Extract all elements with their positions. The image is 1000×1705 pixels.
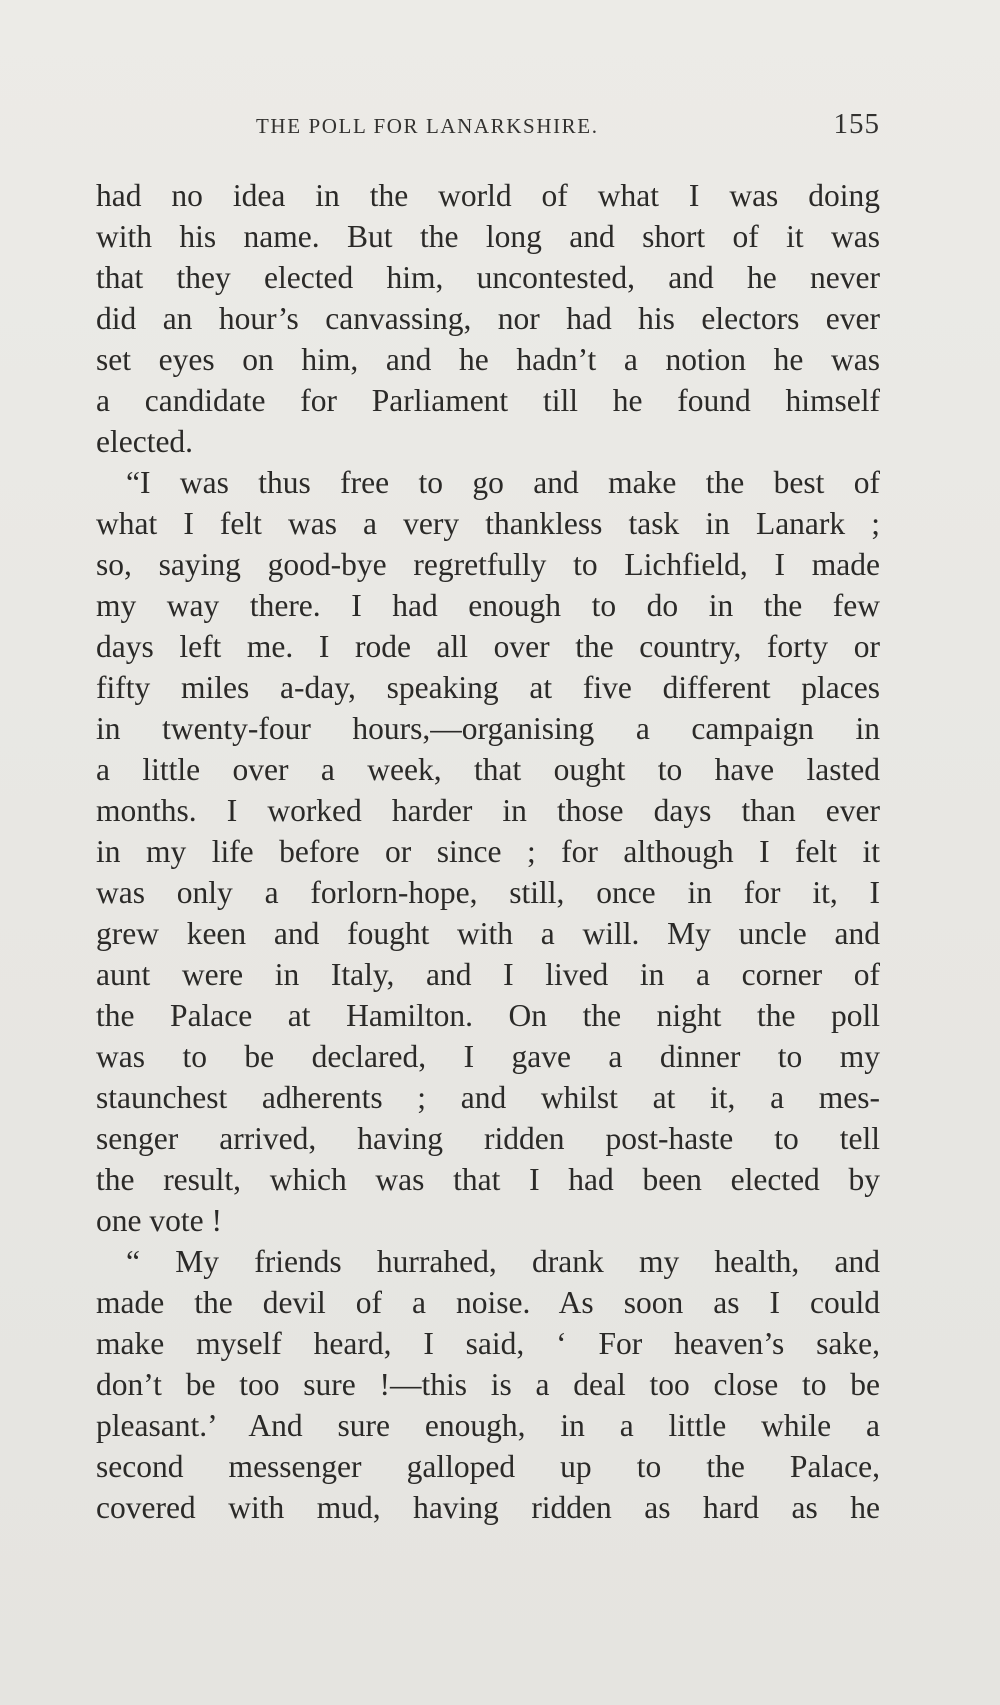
text-line: aunt were in Italy, and I lived in a corner of [96,957,880,992]
text-line: what I felt was a very thankless task in Lanark ; [96,506,880,541]
text-line: a candidate for Parliament till he found himself [96,383,880,418]
text-line: a little over a week, that ought to have lasted [96,752,880,787]
text-line: did an hour’s canvassing, nor had his electors ever [96,301,880,336]
text-line: set eyes on him, and he hadn’t a notion he was [96,342,880,377]
text-line: in twenty-four hours,—organising a campaign in [96,711,880,746]
running-head [96,108,880,148]
body-text [96,175,880,1528]
text-line: with his name. But the long and short of it was [96,219,880,254]
text-line: “I was thus free to go and make the best of [126,465,880,500]
text-line: second messenger galloped up to the Palace, [96,1449,880,1484]
text-line: had no idea in the world of what I was doing [96,178,880,213]
text-line: grew keen and fought with a will. My uncle and [96,916,880,951]
text-line: make myself heard, I said, ‘ For heaven’s sake, [96,1326,880,1361]
text-line: made the devil of a noise. As soon as I could [96,1285,880,1320]
text-line: elected. [96,424,194,459]
text-line: covered with mud, having ridden as hard as he [96,1490,880,1525]
text-line: staunchest adherents ; and whilst at it, a mes- [96,1080,880,1115]
text-line: “ My friends hurrahed, drank my health, and [126,1244,880,1279]
text-line: days left me. I rode all over the country, forty or [96,629,880,664]
page-number: 155 [833,108,880,140]
text-line: months. I worked harder in those days than ever [96,793,880,828]
text-line: the Palace at Hamilton. On the night the poll [96,998,880,1033]
text-line: the result, which was that I had been elected by [96,1162,880,1197]
text-line: pleasant.’ And sure enough, in a little while a [96,1408,880,1443]
text-line: my way there. I had enough to do in the few [96,588,880,623]
text-line: fifty miles a-day, speaking at five different places [96,670,880,705]
text-line: don’t be too sure !—this is a deal too close to be [96,1367,880,1402]
running-title: THE POLL FOR LANARKSHIRE. [256,114,599,138]
text-line: was to be declared, I gave a dinner to my [96,1039,880,1074]
text-line: one vote ! [96,1203,222,1238]
text-line: in my life before or since ; for although I felt it [96,834,880,869]
text-line: senger arrived, having ridden post-haste to tell [96,1121,880,1156]
text-line: that they elected him, uncontested, and he never [96,260,880,295]
text-line: was only a forlorn-hope, still, once in for it, I [96,875,880,910]
text-line: so, saying good-bye regretfully to Lichfield, I made [96,547,880,582]
